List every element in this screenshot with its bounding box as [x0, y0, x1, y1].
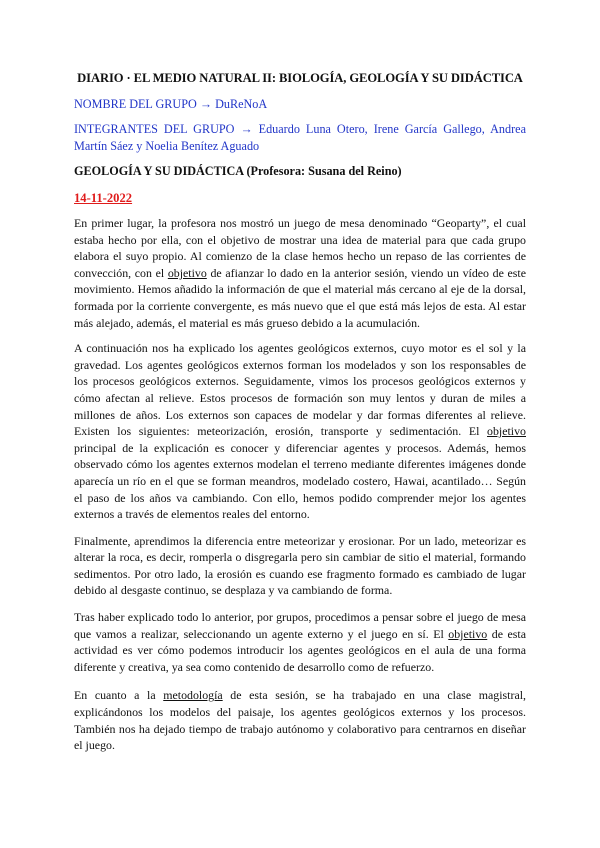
- paragraph-weathering-erosion: Finalmente, aprendimos la diferencia entre meteorizar y erosionar. Por un lado, meteorizar es alterar la roca, es decir, romperla o disgregarla pero sin cambiar de sitio el material, formando sedimentos. Por otro lado, la erosión es cuando ese fragmento formado es cambiado de lugar debido al desgaste continuo, se desplaza y va cambiando de forma.: [74, 533, 526, 598]
- group-members-line: INTEGRANTES DEL GRUPO → Eduardo Luna Otero, Irene García Gallego, Andrea Martín Sáez y Noelia Benítez Aguado: [74, 122, 526, 153]
- paragraph-text: de esta actividad es ver cómo podemos introducir los agentes geológicos en el aula de una forma diferente y creativa, ya sea como contenido de desarrollo como de refuerzo.: [74, 626, 526, 674]
- underlined-word: objetivo: [167, 265, 207, 280]
- underlined-word: objetivo: [448, 626, 488, 641]
- paragraph-text: A continuación nos ha explicado los agentes geológicos externos, cuyo motor es el sol y la gravedad. Los agentes geológicos externos forman los modelados y son los responsables de los procesos geológicos externos. Seguidamente, vimos los procesos geológicos externos y cómo afectan al relieve. Estos procesos de formación son muy lentos y duran de miles a millones de años. Los externos son capaces de modelar y dar formas diferentes al relieve. Existen los siguientes: meteorización, erosión, transporte y sedimentación. El: [74, 341, 526, 439]
- paragraph-text: principal de la explicación es conocer y diferenciar agentes y procesos. Además, hemos observado cómo los agentes externos modelan el terreno mediante diferentes imágenes donde aparecía un río en el que se forman meandros, modelado costero, Hawai, acantilado… Según el paso de los años va cambiando. Con ello, hemos podido comprender mejor los agentes externos a través de elementos reales del entorno.: [74, 440, 526, 522]
- paragraph-text: de esta sesión, se ha trabajado en una clase magistral, explicándonos los modelos del paisaje, los agentes geológicos externos y los procesos. También nos ha dejado tiempo de trabajo autónomo y colaborativo para centrarnos en diseñar el juego.: [74, 688, 527, 753]
- paragraph-text: Tras haber explicado todo lo anterior, por grupos, procedimos a pensar sobre el juego de mesa que vamos a realizar, seleccionando un agente externo y el juego en sí. El: [74, 610, 526, 641]
- section-subtitle: GEOLOGÍA Y SU DIDÁCTICA (Profesora: Susana del Reino): [74, 164, 402, 178]
- underlined-word: metodología: [163, 688, 223, 703]
- paragraph-text: de afianzar lo dado en la anterior sesión, viendo un vídeo de este movimiento. Hemos añadido la información de que el material más cercano al eje de la dorsal, formada por la corriente convergente, es más nuevo que el que está más lejos de esta. Al estar más alejado, además, el material es más grueso debido a la acumulación.: [74, 265, 526, 330]
- paragraph-external-agents: [74, 340, 526, 523]
- paragraph-text: En primer lugar, la profesora nos mostró un juego de mesa denominado “Geoparty”, el cual estaba hecho por ella, con el objetivo de mostrar una idea de material para que cada grupo elabora el suyo propio. Al comienzo de la clase hemos hecho un repaso de las corrientes de convección, con el: [74, 216, 526, 280]
- document-page: [74, 66, 526, 754]
- entry-date: 14-11-2022: [74, 191, 133, 205]
- document-title: DIARIO · EL MEDIO NATURAL II: BIOLOGÍA, GEOLOGÍA Y SU DIDÁCTICA: [77, 71, 523, 85]
- paragraph-board-game: [74, 609, 526, 675]
- underlined-word: objetivo: [487, 424, 526, 439]
- group-name-line: NOMBRE DEL GRUPO → DuReNoA: [74, 97, 268, 111]
- paragraph-text: En cuanto a la: [74, 688, 164, 703]
- paragraph-intro: [74, 215, 526, 331]
- paragraph-methodology: [74, 687, 526, 753]
